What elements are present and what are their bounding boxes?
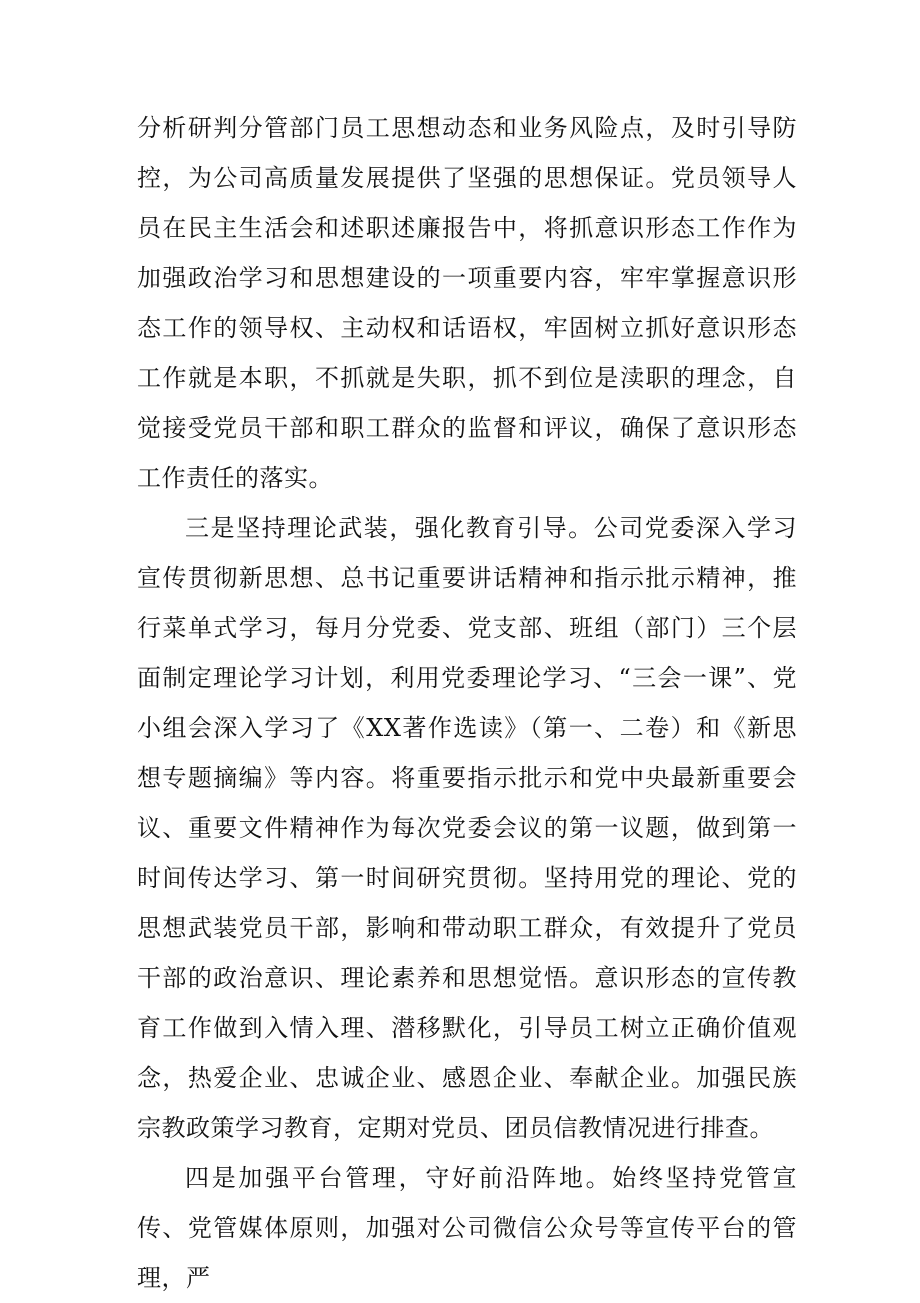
paragraph-theory-education: 三是坚持理论武装，强化教育引导。公司党委深入学习宣传贯彻新思想、总书记重要讲话精神和指示批示精神，推行菜单式学习，每月分党委、党支部、班组（部门）三个层面制定理论学习计划，利用党委理论学习、“三会一课”、党小组会深入学习了《XX著作选读》（第一、二卷）和《新思想专题摘编》等内容。将重要指示批示和党中央最新重要会议、重要文件精神作为每次党委会议的第一议题，做到第一时间传达学习、第一时间研究贯彻。坚持用党的理论、党的思想武装党员干部，影响和带动职工群众，有效提升了党员干部的政治意识、理论素养和思想觉悟。意识形态的宣传教育工作做到入情入理、潜移默化，引导员工树立正确价值观念，热爱企业、忠诚企业、感恩企业、奉献企业。加强民族宗教政策学习教育，定期对党员、团员信教情况进行排查。 xyxy=(137,514,797,1142)
paragraph-platform-management: 四是加强平台管理，守好前沿阵地。始终坚持党管宣传、党管媒体原则，加强对公司微信公众号等宣传平台的管理，严 xyxy=(137,1164,797,1292)
paragraph-continuation: 分析研判分管部门员工思想动态和业务风险点，及时引导防控，为公司高质量发展提供了坚强的思想保证。党员领导人员在民主生活会和述职述廉报告中，将抓意识形态工作作为加强政治学习和思想建设的一项重要内容，牢牢掌握意识形态工作的领导权、主动权和话语权，牢固树立抓好意识形态工作就是本职，不抓就是失职，抓不到位是渎职的理念，自觉接受党员干部和职工群众的监督和评议，确保了意识形态工作责任的落实。 xyxy=(137,114,797,492)
body-text xyxy=(137,103,797,1303)
